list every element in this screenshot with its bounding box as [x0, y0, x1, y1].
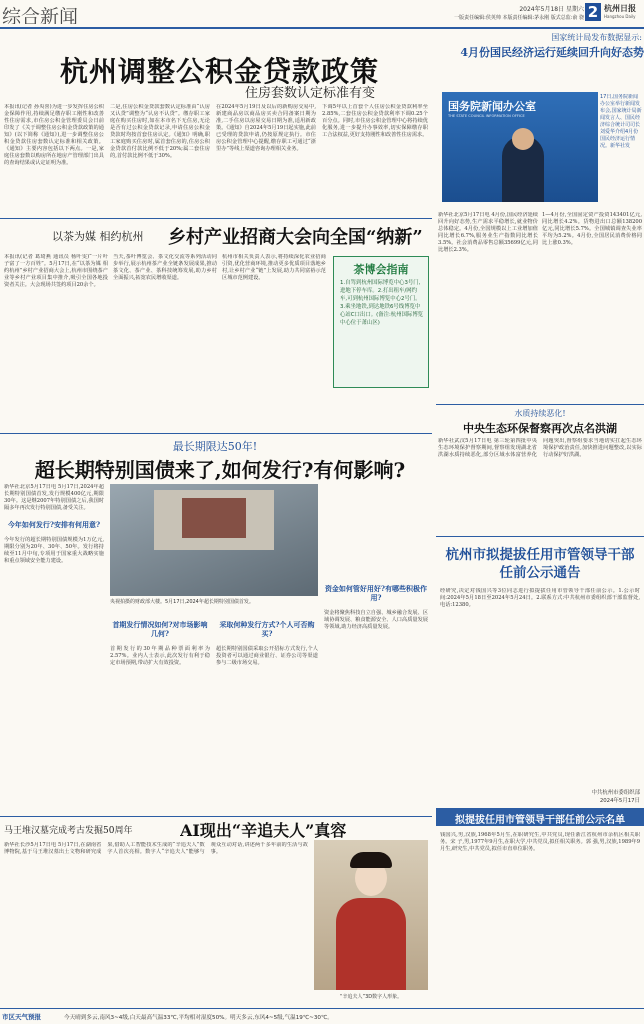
banner-sub: THE STATE COUNCIL INFORMATION OFFICE: [448, 114, 525, 118]
tea-col-1: 本报讯(记者 葛琦燕 通讯员 杨叶雯)“一片叶子富了一方百姓”。5月17日,在“以茶为媒 相约杭州”乡村产业招商大会上,杭州市围绕茶产业等乡村产业项目集中推介,吸引全国各地投资者关注。大会现场共签约项目20余个。: [4, 254, 108, 288]
notice-body: 经研究,决定对钱国兴等3位同志进行拟提拔任用市管领导干部任前公示。1.公示时间:2024年5月18日至2024年5月24日。2.联系方式:中共杭州市委组织部干部监督处,电话:12380。: [440, 588, 640, 608]
bond-q1: 今年如何发行?安排有何用意?: [7, 520, 101, 529]
bond-headline: 超长期特别国债来了,如何发行?有何影响?: [34, 458, 406, 482]
masthead-rule: [0, 27, 644, 29]
bond-col-2: 首期发行情况如何?对市场影响几何? 首期发行的30年期品种票面利率为2.57%。业内人士表示,此次发行有利于稳定市场预期,带动扩大有效投资。: [110, 620, 210, 666]
lead-col-4: 下调5年以上首套个人住房公积金贷款利率至2.85%,二套住房公积金贷款利率下调0.25个百分点。同时,市住房公积金管理中心将持续优化服务,进一步提升办事效率,切实保障缴存职工合法权益,更好支持刚性和改善性住房需求。: [322, 104, 428, 138]
economy-kicker: 国家统计局发布数据显示:: [551, 33, 642, 42]
tea-headline: 乡村产业招商大会向全国“纳新”: [168, 227, 423, 248]
tea-col-2: 当天,茶叶博览会、茶文化交流等系列活动同步举行,展示杭州茶产业全链条发展成果,推动茶文化、茶产业、茶科技统筹发展,助力乡村全面振兴,拓宽农民增收渠道。: [113, 254, 217, 281]
notice-headline: 杭州市拟提拔任用市管领导干部任前公示通告: [445, 547, 635, 581]
lead-col-1: 本报讯(记者 孙央喜)为进一步发挥住房公积金保障作用,持续满足缴存职工刚性和改善性住房需求,市住房公积金管理委员会日前印发了《关于调整住房公积金贷款政策的通知》(以下简称《通知》),进一步调整住房公积金贷款住房套数认定标准和相关政策。《通知》主要内容包括以下两点。一是,家庭住房套数以购房所在地房产管理部门出具的查询结果或认定证明为准。: [4, 104, 104, 166]
economy-photo-note: 17日,国务院新闻办公室举行新闻发布会,国家统计局新闻发言人、国民经济综合统计司司长刘爱华介绍4月份国民经济运行情况。新华社发: [600, 94, 642, 149]
water-story: [436, 406, 644, 534]
lead-headline: 杭州调整公积金贷款政策: [60, 55, 380, 86]
bond-q2: 首期发行情况如何?对市场影响几何?: [112, 620, 208, 638]
economy-col-2: 1—4月份,全国固定资产投资143401亿元,同比增长4.2%。货物进出口总额138200亿元,同比增长5.7%。全国城镇调查失业率平均为5.2%。4月份,全国居民消费价格同比上涨0.3%。: [542, 212, 642, 246]
ai-kicker: 马王堆汉墓完成考古发掘50周年: [4, 826, 133, 836]
bond-col-3: 采取何种发行方式?个人可否购买? 超长期特别国债采取公开招标方式发行,个人投资者可以通过商业银行、证券公司等渠道参与二级市场交易。: [216, 620, 318, 666]
tea-guide-box: [333, 256, 429, 388]
notice-list-title: 拟提拔任用市管领导干部任前公示名单: [455, 815, 625, 826]
notice-list-band: [436, 808, 644, 826]
lead-subhead: 住房套数认定标准有变: [244, 86, 375, 101]
banner-title: 国务院新闻办公室: [448, 100, 536, 113]
notice-date: 2024年5月17日: [599, 798, 640, 804]
tea-story: [0, 220, 432, 430]
date-line: 2024年5月18日 星期六: [519, 6, 584, 13]
economy-col-1: 新华社北京5月17日电 4月份,国民经济延续回升向好态势,生产需求平稳增长,就业物价总体稳定。4月份,全国规模以上工业增加值同比增长6.7%,服务业生产指数同比增长3.5%。社会消费品零售总额35699亿元,同比增长2.3%。: [438, 212, 538, 253]
water-body: 新华社武汉5月17日电 第三轮第四批中央生态环境保护督察期间,督察组发现湖北省洪湖水质持续恶化,部分区域水体富营养化问题突出,督察组要求当地切实扛起生态环境保护政治责任,加快推进问题整改,以实际行动保护好洪湖。: [438, 438, 642, 458]
bond-col-1: 新华社北京5月17日电 5月17日,2024年超长期特别国债首发,发行规模400亿元,期限30年。这是继2007年特别国债之后,我国时隔多年再次发行特别国债,备受关注。 今年如何发行?安排有何用意? 今年发行的超长期特别国债规模为1万亿元,期限分别为20年、30年、50年。发行将持续至11月中旬,专项用于国家重大战略实施和重点领域安全能力建设。: [4, 484, 104, 564]
rule-5: [0, 816, 432, 817]
rule-4: [436, 536, 644, 537]
ai-body: 新华社长沙5月17日电 5月17日,在湖南省博物院,基于马王堆汉墓出土文物和研究成果,借助人工智能技术生成的“辛追夫人”数字人首次亮相。数字人“辛追夫人”能够与观众互动对话,讲述两千多年前的生活与故事。: [4, 842, 308, 855]
footer-rule: [0, 1008, 644, 1009]
ai-figure-hair: [350, 852, 392, 868]
economy-photo: [442, 92, 598, 202]
section-title: 综合新闻: [2, 6, 79, 24]
ai-caption: “辛追夫人”3D数字人形象。: [339, 994, 403, 1000]
economy-headline: 4月份国民经济运行延续回升向好态势: [460, 46, 644, 59]
notice-list: 钱国兴,男,汉族,1968年5月生,在职研究生,中共党员,现任浙江省杭州市余杭区相关职务。宋 子,男,1977年9月生,在职大学,中共党员,拟任相关职务。郭 强,男,汉族,1989年9月生,研究生,中共党员,拟任市直单位职务。: [440, 832, 640, 852]
lead-col-2: 二是,住房公积金贷款套数认定标准由“认房又认贷”调整为“认房不认贷”。缴存职工家庭在购买住房时,如在本市名下无住房,无论是否有过公积金贷款记录,申请住房公积金贷款时均按首套住房认定。《通知》明确,职工家庭购买住房时,属首套住房的,住房公积金贷款首付款比例不低于20%;属二套住房的,首付款比例不低于30%。: [110, 104, 210, 159]
bond-col-4: 资金如何管好用好?有哪些积极作用? 资金将聚焦科技自立自强、城乡融合发展、区域协调发展、粮食能源安全、人口高质量发展等领域,助力经济高质量发展。: [324, 584, 428, 630]
paper-sub: Hangzhou Daily: [604, 14, 636, 19]
weather-footer: [0, 1010, 644, 1024]
building-sign: [182, 498, 246, 538]
tea-col-3: 杭州市相关负责人表示,将持续深化农业招商引资,优化营商环境,推动更多优质项目落地乡村,让乡村产业“链”上发展,助力共同富裕示范区城市范例建设。: [222, 254, 326, 281]
masthead: [0, 0, 644, 28]
bond-q4: 资金如何管好用好?有哪些积极作用?: [324, 584, 428, 602]
economy-story: [436, 30, 644, 402]
ai-figure-robe: [336, 898, 406, 990]
tea-guide-title: 茶博会指南: [353, 263, 409, 276]
bond-story: [0, 436, 432, 814]
tea-guide-body: 1.自驾到杭州国际博览中心3号门,进地下停车库。2.打出租车/网约车,可到杭州国际博览中心2号门。3.乘坐地铁,到达地铁6号线博览中心站C口出口。(备注:杭州国际博览中心位于萧山区): [340, 280, 424, 326]
rule-2: [0, 433, 432, 434]
notice-sign: 中共杭州市委组织部: [591, 790, 640, 796]
editor-line: 一版责任编辑:侯英帅 本版责任编辑:茅永刚 版式总监:俞 骁: [454, 15, 584, 21]
lead-col-3: 在2024年5月19日及以后的新购房交易中,新建商品房以商品房买卖合同备案日期为准,二手住房以房屋交易日期为准,适用新政策。《通知》自2024年5月19日起实施,此前已受理的贷款申请,仍按原规定执行。市住房公积金管理中心提醒,缴存职工可通过“浙里办”等线上渠道咨询办理相关业务。: [216, 104, 316, 152]
bond-q3: 采取何种发行方式?个人可否购买?: [219, 620, 315, 638]
page-number: 2: [585, 3, 601, 21]
speaker-head: [512, 128, 534, 150]
lead-story: [0, 30, 432, 216]
ai-story: [0, 818, 432, 1006]
bond-photo: [110, 484, 318, 596]
tea-kicker: 以茶为媒 相约杭州: [52, 230, 144, 243]
paper-name: 杭州日报: [604, 3, 636, 13]
rule-1: [0, 218, 432, 219]
ai-photo: [314, 840, 428, 990]
bond-kicker: 最长期限达50年!: [172, 440, 258, 453]
rule-3: [436, 404, 644, 405]
water-headline: 中央生态环保督察再次点名洪湖: [463, 422, 617, 435]
water-kicker: 水质持续恶化!: [514, 409, 566, 418]
bond-caption: 央视拍摄的财政部大楼。5月17日,2024年超长期特别国债首发。: [110, 599, 254, 605]
weather-label: 市区天气预报: [2, 1013, 41, 1021]
weather-text: 今天晴到多云,南风3~4级,白天最高气温33℃,平均相对湿度50%。明天多云,东风4~5级,气温19℃~30℃。: [64, 1015, 333, 1021]
ai-headline: AI现出“辛追夫人”真容: [180, 821, 347, 840]
notice-story: [436, 538, 644, 978]
